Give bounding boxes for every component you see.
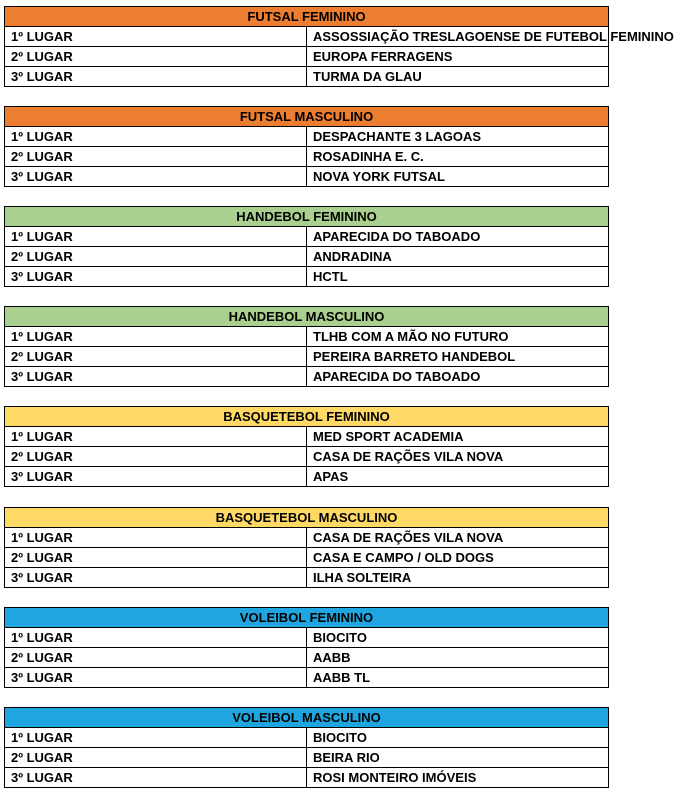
team-cell: APARECIDA DO TABOADO xyxy=(307,227,609,247)
team-cell: APARECIDA DO TABOADO xyxy=(307,367,609,387)
category-table-voleibol-feminino xyxy=(4,607,609,688)
place-cell: 3º LUGAR xyxy=(5,267,307,287)
category-header: HANDEBOL MASCULINO xyxy=(5,307,609,327)
table-row xyxy=(5,367,609,387)
team-cell: AABB TL xyxy=(307,668,609,688)
place-cell: 1º LUGAR xyxy=(5,728,307,748)
table-row xyxy=(5,668,609,688)
table-row xyxy=(5,167,609,187)
category-header: BASQUETEBOL MASCULINO xyxy=(5,508,609,528)
team-cell: DESPACHANTE 3 LAGOAS xyxy=(307,127,609,147)
table-row xyxy=(5,347,609,367)
category-header: FUTSAL MASCULINO xyxy=(5,107,609,127)
place-cell: 3º LUGAR xyxy=(5,467,307,487)
place-cell: 1º LUGAR xyxy=(5,427,307,447)
category-table-handebol-masculino xyxy=(4,306,609,387)
category-header: BASQUETEBOL FEMININO xyxy=(5,407,609,427)
place-cell: 2º LUGAR xyxy=(5,548,307,568)
table-row xyxy=(5,147,609,167)
table-row xyxy=(5,227,609,247)
table-row xyxy=(5,27,609,47)
category-header: VOLEIBOL FEMININO xyxy=(5,608,609,628)
table-row xyxy=(5,528,609,548)
place-cell: 1º LUGAR xyxy=(5,27,307,47)
team-cell: TURMA DA GLAU xyxy=(307,67,609,87)
table-row xyxy=(5,47,609,67)
team-cell: EUROPA FERRAGENS xyxy=(307,47,609,67)
team-cell: PEREIRA BARRETO HANDEBOL xyxy=(307,347,609,367)
team-cell: CASA DE RAÇÕES VILA NOVA xyxy=(307,528,609,548)
table-row xyxy=(5,548,609,568)
table-row xyxy=(5,67,609,87)
table-row xyxy=(5,648,609,668)
place-cell: 3º LUGAR xyxy=(5,768,307,788)
table-row xyxy=(5,568,609,588)
team-cell: ROSADINHA E. C. xyxy=(307,147,609,167)
team-cell: BIOCITO xyxy=(307,628,609,648)
category-header: HANDEBOL FEMININO xyxy=(5,207,609,227)
team-cell: ANDRADINA xyxy=(307,247,609,267)
team-cell: MED SPORT ACADEMIA xyxy=(307,427,609,447)
place-cell: 2º LUGAR xyxy=(5,648,307,668)
place-cell: 2º LUGAR xyxy=(5,447,307,467)
table-row xyxy=(5,127,609,147)
team-cell: CASA E CAMPO / OLD DOGS xyxy=(307,548,609,568)
category-header: FUTSAL FEMININO xyxy=(5,7,609,27)
team-cell: AABB xyxy=(307,648,609,668)
team-cell: ILHA SOLTEIRA xyxy=(307,568,609,588)
place-cell: 3º LUGAR xyxy=(5,67,307,87)
team-cell: HCTL xyxy=(307,267,609,287)
table-row xyxy=(5,628,609,648)
table-row xyxy=(5,467,609,487)
table-row xyxy=(5,247,609,267)
place-cell: 2º LUGAR xyxy=(5,347,307,367)
team-cell: ASSOSSIAÇÃO TRESLAGOENSE DE FUTEBOL FEMININO xyxy=(307,27,609,47)
category-table-voleibol-masculino xyxy=(4,707,609,788)
team-cell: CASA DE RAÇÕES VILA NOVA xyxy=(307,447,609,467)
place-cell: 1º LUGAR xyxy=(5,327,307,347)
table-row xyxy=(5,728,609,748)
place-cell: 1º LUGAR xyxy=(5,227,307,247)
team-cell: APAS xyxy=(307,467,609,487)
place-cell: 3º LUGAR xyxy=(5,568,307,588)
table-row xyxy=(5,327,609,347)
category-header: VOLEIBOL MASCULINO xyxy=(5,708,609,728)
team-cell: BIOCITO xyxy=(307,728,609,748)
place-cell: 2º LUGAR xyxy=(5,147,307,167)
place-cell: 2º LUGAR xyxy=(5,748,307,768)
category-table-futsal-feminino xyxy=(4,6,674,87)
place-cell: 1º LUGAR xyxy=(5,628,307,648)
table-row xyxy=(5,267,609,287)
table-row xyxy=(5,768,609,788)
category-table-futsal-masculino xyxy=(4,106,609,187)
table-row xyxy=(5,748,609,768)
place-cell: 3º LUGAR xyxy=(5,167,307,187)
team-cell: BEIRA RIO xyxy=(307,748,609,768)
team-cell: ROSI MONTEIRO IMÓVEIS xyxy=(307,768,609,788)
place-cell: 2º LUGAR xyxy=(5,47,307,67)
place-cell: 1º LUGAR xyxy=(5,528,307,548)
category-table-basquetebol-feminino xyxy=(4,406,609,487)
category-table-handebol-feminino xyxy=(4,206,609,287)
team-cell: NOVA YORK FUTSAL xyxy=(307,167,609,187)
place-cell: 2º LUGAR xyxy=(5,247,307,267)
place-cell: 3º LUGAR xyxy=(5,367,307,387)
category-table-basquetebol-masculino xyxy=(4,507,609,588)
table-row xyxy=(5,447,609,467)
place-cell: 3º LUGAR xyxy=(5,668,307,688)
team-cell: TLHB COM A MÃO NO FUTURO xyxy=(307,327,609,347)
place-cell: 1º LUGAR xyxy=(5,127,307,147)
table-row xyxy=(5,427,609,447)
